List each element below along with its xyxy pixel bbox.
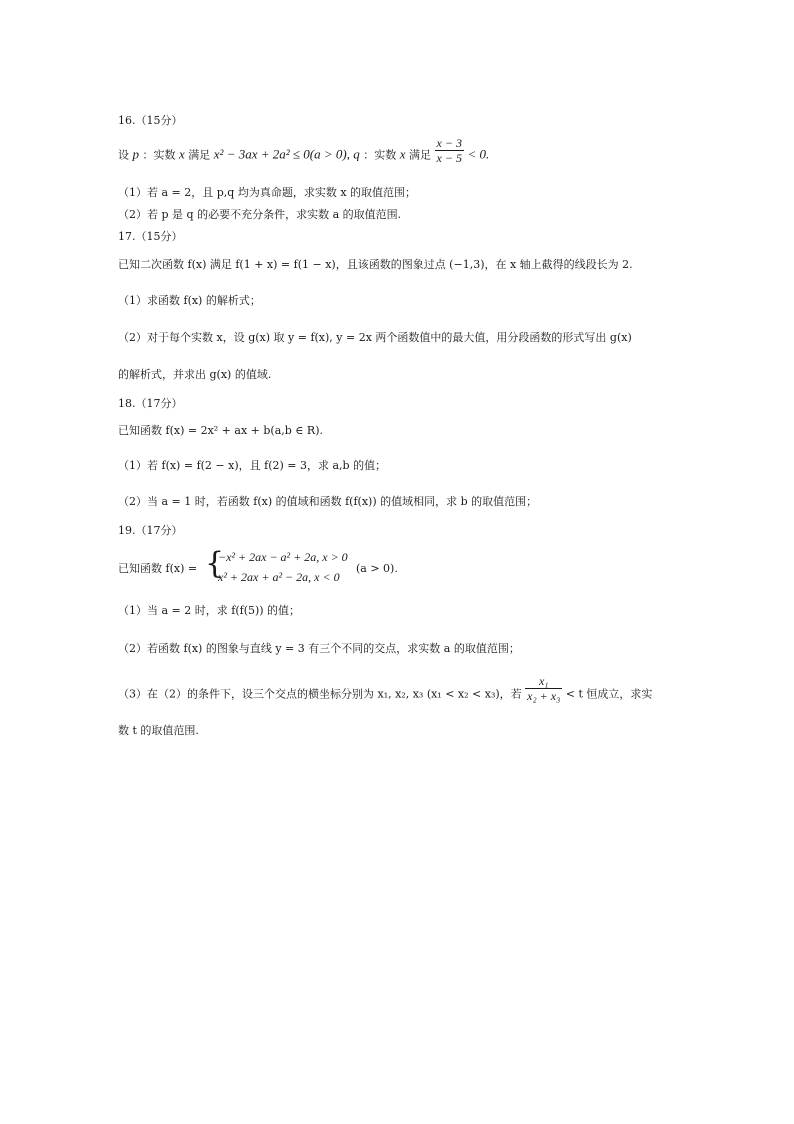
q16-stem-x2: x bbox=[399, 146, 406, 162]
q16-frac-num: x − 3 bbox=[436, 136, 462, 150]
q19-stem-tail: (a > 0). bbox=[356, 562, 398, 575]
q16-stem-p: p bbox=[132, 146, 139, 162]
q18-part1: （1）若 f(x) = f(2 − x)，且 f(2) = 3，求 a,b 的值； bbox=[118, 459, 387, 472]
q16-frac-den: x − 5 bbox=[436, 151, 462, 165]
q16-stem-a: 设 bbox=[118, 148, 129, 162]
q19-title: 19.（17分） bbox=[118, 524, 183, 537]
q17-stem: 已知二次函数 f(x) 满足 f(1 + x) = f(1 − x)，且该函数的图象过点 (−1,3)，在 x 轴上截得的线段长为 2. bbox=[118, 258, 633, 271]
q16-stem-x: x bbox=[179, 146, 185, 162]
q16-stem-b: ：实数 bbox=[142, 148, 176, 162]
q16-stem-c: 满足 bbox=[188, 148, 211, 162]
q19-fraction bbox=[525, 674, 562, 703]
q18-part2: （2）当 a = 1 时，若函数 f(x) 的值域和函数 f(f(x)) 的值域相同，求 b 的取值范围； bbox=[118, 495, 538, 508]
q19-part1: （1）当 a = 2 时，求 f(f(5)) 的值； bbox=[118, 604, 301, 617]
q19-part3-a: （3）在（2）的条件下，设三个交点的横坐标分别为 x₁, x₂, x₃ (x₁ < x₂ < x₃)，若 bbox=[118, 687, 522, 701]
q19-case2: x² + 2ax + a² − 2a, x < 0 bbox=[218, 570, 340, 584]
q16-inequality: x² − 3ax + 2a² ≤ 0(a > 0), q bbox=[213, 146, 360, 162]
q16-part2: （2）若 p 是 q 的必要不充分条件，求实数 a 的取值范围. bbox=[118, 208, 402, 221]
q19-stem-lead: 已知函数 f(x) = bbox=[118, 562, 198, 575]
q19-frac-den: x₂ + x₃ bbox=[527, 689, 561, 703]
q18-title: 18.（17分） bbox=[118, 397, 183, 410]
q19-brace: { bbox=[205, 546, 225, 581]
q16-stem bbox=[118, 136, 490, 165]
q16-frac-tail: < 0. bbox=[467, 146, 490, 162]
q17-part2-line2: 的解析式，并求出 g(x) 的值域. bbox=[118, 368, 272, 381]
q19-part3-line2: 数 t 的取值范围. bbox=[118, 724, 199, 737]
q19-part3-b: < t 恒成立，求实 bbox=[565, 687, 653, 701]
q17-part2-line1: （2）对于每个实数 x，设 g(x) 取 y = f(x), y = 2x 两个函数值中的最大值，用分段函数的形式写出 g(x) bbox=[118, 331, 632, 344]
q17-part1: （1）求函数 f(x) 的解析式； bbox=[118, 294, 261, 307]
q16-stem-d: ：实数 bbox=[363, 148, 397, 162]
q19-part2: （2）若函数 f(x) 的图象与直线 y = 3 有三个不同的交点，求实数 a 的取值范围； bbox=[118, 642, 520, 655]
q16-part1: （1）若 a = 2，且 p,q 均为真命题，求实数 x 的取值范围； bbox=[118, 186, 417, 199]
q16-stem-e: 满足 bbox=[409, 148, 432, 162]
q18-stem: 已知函数 f(x) = 2x² + ax + b(a,b ∈ R). bbox=[118, 424, 323, 437]
q19-case1: −x² + 2ax − a² + 2a, x > 0 bbox=[218, 550, 348, 564]
q19-part3-line1 bbox=[118, 674, 653, 703]
q16-title: 16.（15分） bbox=[118, 114, 183, 127]
q17-title: 17.（15分） bbox=[118, 230, 183, 243]
q19-frac-num: x₁ bbox=[525, 674, 562, 689]
q16-fraction bbox=[435, 136, 464, 165]
